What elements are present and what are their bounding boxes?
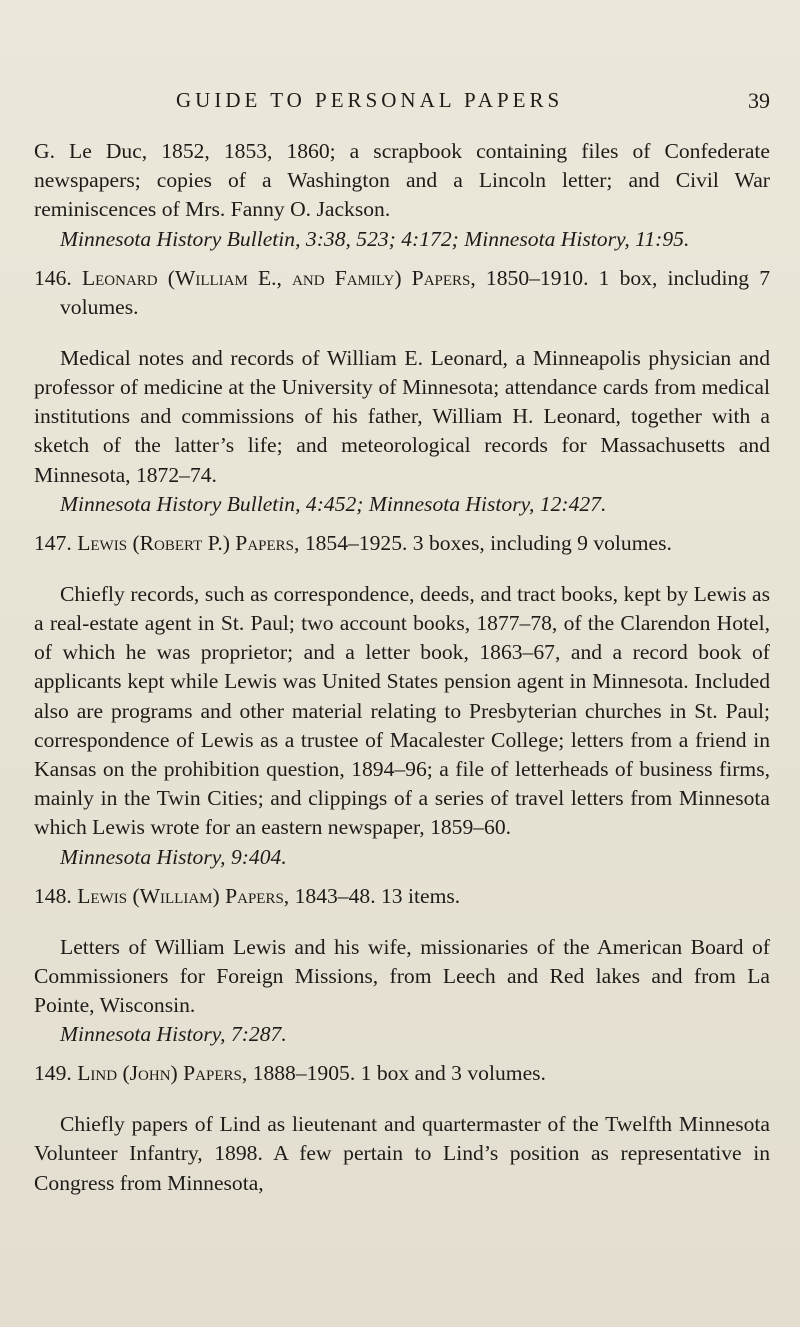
entry-name: Lewis (Robert P.) Papers,: [77, 531, 300, 556]
entry-description: Letters of William Lewis and his wife, missionaries of the American Board of Commissioners for Foreign Missions, from Leech and Red lakes and from La Pointe, Wisconsin.: [34, 934, 770, 1018]
page-content: [34, 137, 770, 1198]
entry-number: 148.: [34, 883, 72, 908]
continuation-text: G. Le Duc, 1852, 1853, 1860; a scrapbook containing files of Confederate newspapers; copies of a Washington and a Lincoln letter; and Civil War reminiscences of Mrs. Fanny O. Jackson.: [34, 139, 770, 222]
entry-heading: [34, 1059, 770, 1088]
entry-description: Medical notes and records of William E. Leonard, a Minneapolis physician and professor of medicine at the University of Minnesota; attendance cards from medical institutions and commissions of his father, William H. Leonard, together with a sketch of the latter’s life; and meteorological records for Massachusetts and Minnesota, 1872–74.: [34, 345, 770, 487]
entry-citation: Minnesota History Bulletin, 4:452; Minnesota History, 12:427.: [60, 491, 607, 516]
entry-name: Lind (John) Papers,: [77, 1061, 248, 1086]
entry-extent: 1 box and 3 volumes.: [360, 1061, 546, 1086]
entry-name: Leonard (William E., and Family) Papers,: [81, 265, 476, 290]
page-number: 39: [748, 88, 770, 113]
entry-number: 146.: [34, 265, 72, 290]
entry-number: 147.: [34, 531, 72, 556]
entry-description: Chiefly records, such as correspondence, deeds, and tract books, kept by Lewis as a real-estate agent in St. Paul; two account books, 1877–78, of the Clarendon Hotel, of which he was proprietor; and a letter book, 1863–67, and a record book of applicants kept while Lewis was United States pension agent in Minnesota. Included also are programs and other material relating to Presbyterian churches in St. Paul; correspondence of Lewis as a trustee of Macalester College; letters from a friend in Kansas on the prohibition question, 1894–96; a file of letterheads of business firms, mainly in the Twin Cities; and clippings of a series of travel letters from Minnesota which Lewis wrote for an eastern newspaper, 1859–60.: [34, 581, 770, 840]
running-head: [150, 88, 770, 118]
entry-149: [34, 1059, 770, 1197]
entry-heading: [34, 264, 770, 322]
entry-extent: 13 items.: [381, 883, 461, 908]
entry-dates: 1843–48.: [294, 883, 376, 908]
entry-number: 149.: [34, 1061, 72, 1086]
entry-heading: [34, 882, 770, 911]
entry-dates: 1850–1910.: [485, 265, 589, 290]
entry-heading: [34, 529, 770, 558]
entry-name: Lewis (William) Papers,: [77, 883, 290, 908]
entry-dates: 1854–1925.: [304, 531, 408, 556]
entry-citation: Minnesota History, 9:404.: [60, 844, 287, 869]
continuation-citation: Minnesota History Bulletin, 3:38, 523; 4:172; Minnesota History, 11:95.: [60, 226, 690, 251]
entry-description: Chiefly papers of Lind as lieutenant and quartermaster of the Twelfth Minnesota Volunteer Infantry, 1898. A few pertain to Lind’s position as representative in Congress from Minnesota,: [34, 1112, 770, 1195]
entry-146: [34, 264, 770, 519]
entry-dates: 1888–1905.: [252, 1061, 356, 1086]
entry-147: [34, 529, 770, 872]
running-title: GUIDE TO PERSONAL PAPERS: [176, 88, 564, 112]
entry-citation: Minnesota History, 7:287.: [60, 1022, 287, 1047]
entry-148: [34, 882, 770, 1050]
entry-extent: 3 boxes, including 9 volumes.: [412, 531, 672, 556]
entry-extent: 1 box, including 7 volumes.: [60, 265, 770, 320]
